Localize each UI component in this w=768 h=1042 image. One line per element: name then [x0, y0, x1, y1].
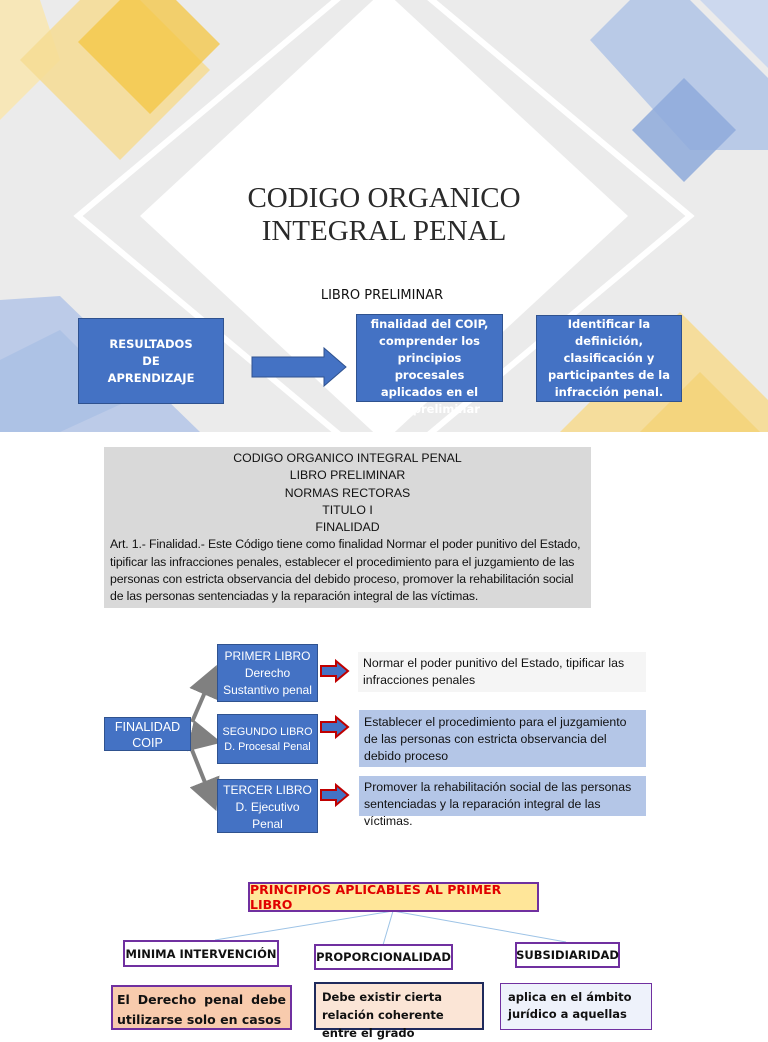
finalidad-line2: COIP: [132, 736, 163, 750]
article-heading-1: CODIGO ORGANICO INTEGRAL PENAL: [233, 451, 462, 465]
proporcionalidad-label: PROPORCIONALIDAD: [314, 944, 453, 970]
primer-libro-description: Normar el poder punitivo del Estado, tipificar las infracciones penales: [358, 652, 646, 692]
red-arrow-icon: [320, 784, 350, 806]
segundo-libro-box: [217, 714, 318, 764]
primer-libro-box: [217, 644, 318, 702]
objective-box-1: [356, 299, 503, 416]
segundo-libro-description: Establecer el procedimiento para el juzgamiento de las personas con estricta observancia del debido proceso: [359, 710, 646, 767]
tercer-libro-line2: D. Ejecutivo: [235, 800, 300, 814]
primer-libro-line2: Derecho: [244, 666, 291, 680]
red-arrow-icon: [320, 716, 350, 738]
minima-intervencion-text: El Derecho penal debe utilizarse solo en casos: [111, 985, 292, 1030]
main-title-line1: CODIGO ORGANICO: [247, 182, 521, 214]
connector-arrow-3: [192, 750, 212, 800]
segundo-libro-line2: D. Procesal Penal: [224, 741, 311, 753]
proporcionalidad-text: Debe existir cierta relación coherente entre el grado: [314, 982, 484, 1030]
article-heading-4: TITULO I: [322, 502, 373, 517]
connector-arrow-2: [192, 736, 210, 740]
resultados-text: RESULTADOS DE APRENDIZAJE: [107, 336, 195, 385]
right-arrow-icon: [250, 346, 350, 388]
subsidiaridad-text: aplica en el ámbito jurídico a aquellas: [500, 983, 652, 1030]
article-body: Art. 1.- Finalidad.- Este Código tiene como finalidad Normar el poder punitivo del Estado, tipificar las infracciones penales, establecer el procedimiento para el juzgamiento de las personas con estricta observancia del debido proceso, promover la rehabilitación social de las personas sentenciadas y la reparación integral de las víctimas.: [110, 537, 581, 604]
connector-arrow-1: [192, 676, 212, 722]
minima-intervencion-label: MINIMA INTERVENCIÓN: [123, 940, 279, 967]
tercer-libro-line1: TERCER LIBRO: [223, 783, 312, 797]
article-heading-2: LIBRO PRELIMINAR: [289, 468, 406, 483]
red-arrow-icon: [320, 660, 350, 682]
tercer-libro-line3: Penal: [252, 817, 283, 831]
tercer-libro-box: [217, 779, 318, 833]
article-heading-3: NORMAS RECTORAS: [284, 485, 411, 500]
segundo-libro-line1: SEGUNDO LIBRO: [222, 726, 313, 738]
article-heading-5: FINALIDAD: [315, 520, 380, 535]
tercer-libro-description: Promover la rehabilitación social de las personas sentenciadas y la reparación integral de las víctimas.: [359, 776, 646, 816]
finalidad-line1: FINALIDAD: [114, 720, 181, 734]
primer-libro-line1: PRIMER LIBRO: [224, 649, 311, 663]
subsidiaridad-label: SUBSIDIARIDAD: [515, 942, 620, 968]
objective-text-1: Conocer la finalidad del COIP, comprender los principios procesales aplicados en el libro preliminar: [370, 299, 489, 416]
finalidad-coip-box: [104, 717, 191, 751]
libro-preliminar-label: LIBRO PRELIMINAR: [320, 288, 444, 303]
objective-text-2: Identificar la definición, clasificación y participantes de la infracción penal.: [548, 317, 670, 399]
title-slide: [0, 0, 768, 432]
primer-libro-line3: Sustantivo penal: [223, 683, 312, 697]
main-title-line2: INTEGRAL PENAL: [261, 215, 507, 247]
article-excerpt: [104, 447, 591, 608]
resultados-box: [78, 318, 224, 404]
main-title: [184, 182, 584, 248]
principles-title: PRINCIPIOS APLICABLES AL PRIMER LIBRO: [248, 882, 539, 912]
objective-box-2: [536, 315, 682, 402]
